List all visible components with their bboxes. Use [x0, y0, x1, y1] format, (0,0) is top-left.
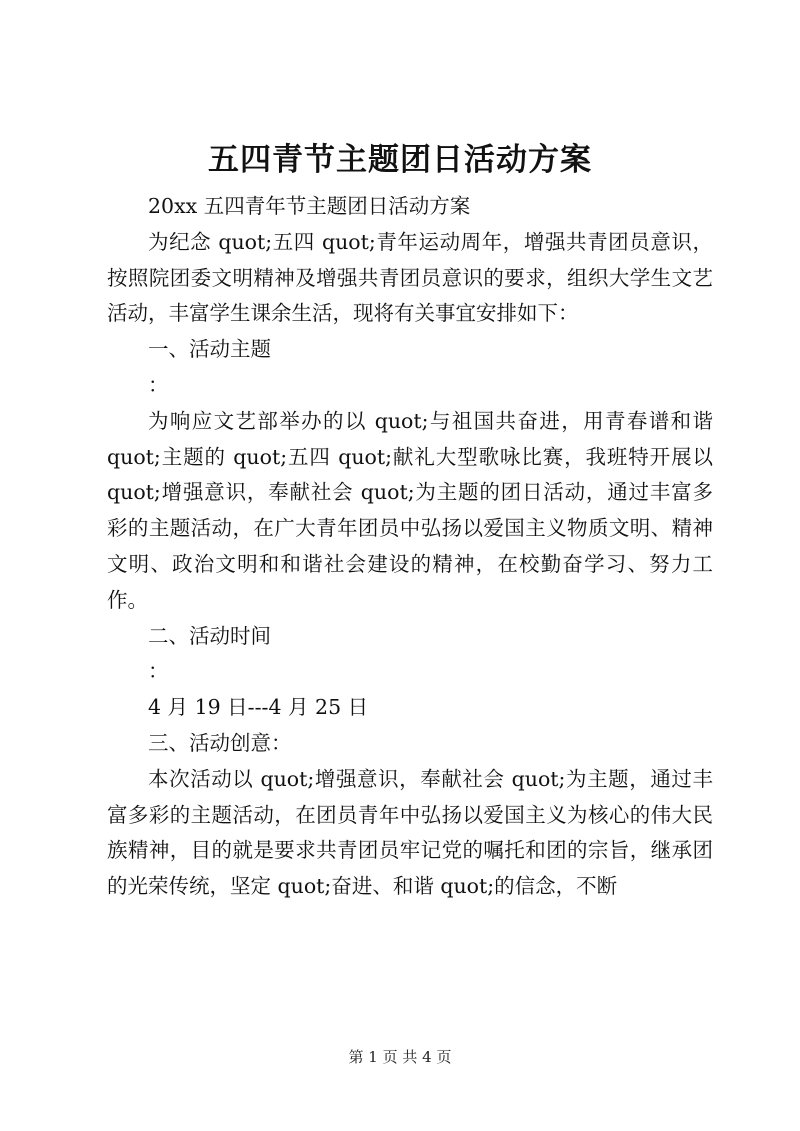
paragraph-date-range: 4 月 19 日---4 月 25 日	[148, 695, 369, 720]
section-heading-theme: 一、活动主题	[148, 337, 271, 362]
section-heading-idea: 三、活动创意：	[148, 730, 292, 755]
paragraph-heading-line: 20xx 五四青年节主题团日活动方案	[148, 194, 471, 218]
page-title: 五四青节主题团日活动方案	[208, 142, 592, 178]
paragraph-theme-body: 为响应文艺部举办的以 quot;与祖国共奋进，用青春谱和谐 quot;主题的 quot;五四 quot;献礼大型歌咏比赛，我班特开展以 quot;增强意识，奉献社会 quot;为主题的团日活动，通过丰富多彩的主题活动，在广大青年团员中弘扬以爱国主义物质文明、精神文明、政治文明和和谐社会建设的精神，在校勤奋学习、努力工作。	[107, 408, 713, 612]
section-heading-time: 二、活动时间	[148, 623, 271, 648]
paragraph-idea-body: 本次活动以 quot;增强意识，奉献社会 quot;为主题，通过丰富多彩的主题活动，在团员青年中弘扬以爱国主义为核心的伟大民族精神，目的就是要求共青团员牢记党的嘱托和团的宗旨，继承团的光荣传统，坚定 quot;奋进、和谐 quot;的信念，不断	[107, 766, 713, 899]
document-body	[107, 189, 713, 905]
colon-line: ：	[148, 372, 169, 397]
colon-line: ：	[148, 659, 169, 684]
page-footer: 第 1 页 共 4 页	[348, 1048, 452, 1066]
paragraph-intro: 为纪念 quot;五四 quot;青年运动周年，增强共青团员意识，按照院团委文明精神及增强共青团员意识的要求，组织大学生文艺活动，丰富学生课余生活，现将有关事宜安排如下：	[107, 229, 713, 326]
